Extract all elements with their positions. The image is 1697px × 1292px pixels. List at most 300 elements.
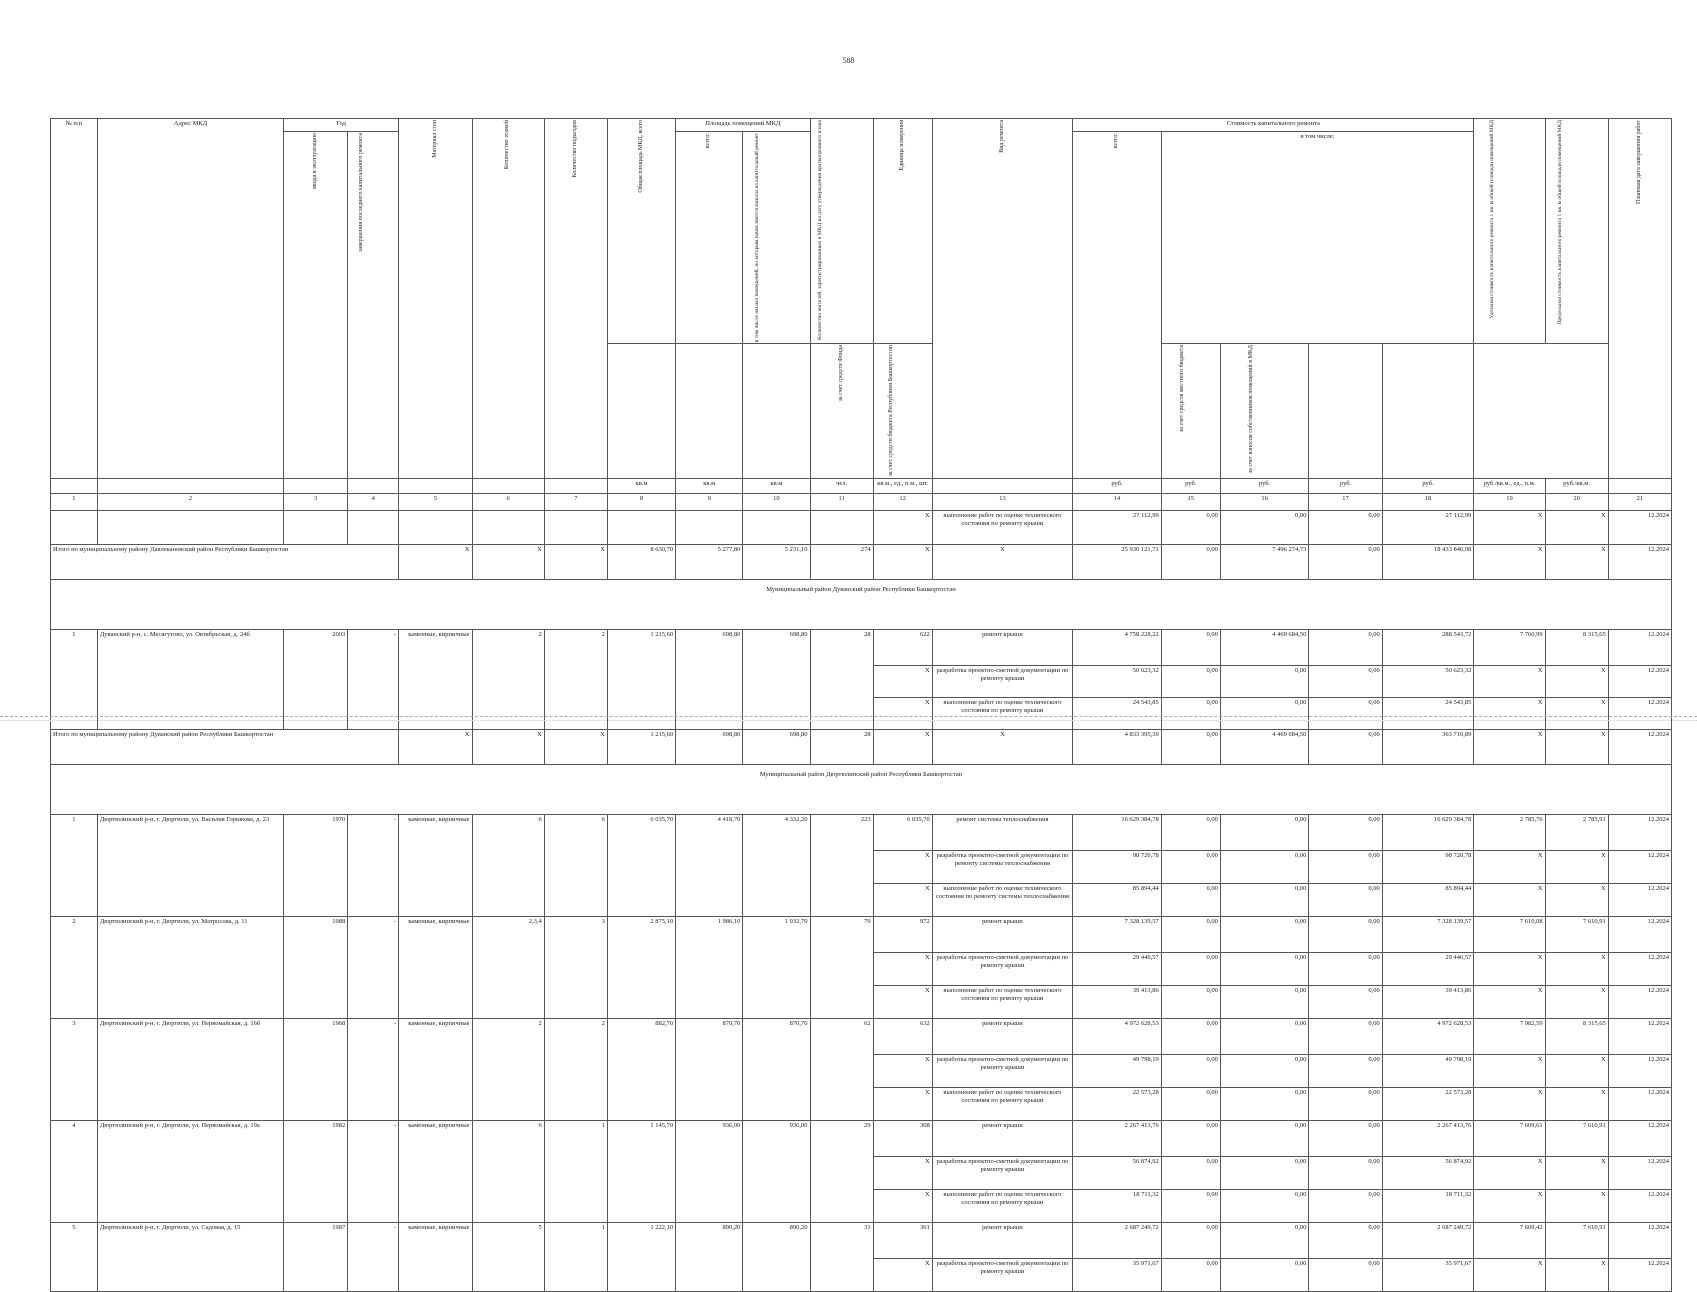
max-cost-cell: Х	[1545, 697, 1608, 729]
work-type-cell: разработка проектно-сметной документации по ремонту системы теплоснабжения	[932, 850, 1073, 883]
year-cell: 1968	[284, 1018, 348, 1120]
table-row	[51, 544, 1672, 579]
local-budget-cell: 0,00	[1309, 510, 1382, 544]
max-cost-cell: Х	[1545, 510, 1608, 544]
unit-cell: Х	[873, 729, 932, 764]
row-number: 5	[51, 1222, 98, 1291]
year-cell: 1988	[284, 916, 348, 1018]
empty-cell	[284, 510, 348, 544]
address-cell: Дюртюлинский р-н, г. Дюртюли, ул. Садовая, д. 15	[97, 1222, 283, 1291]
material-cell: каменные, кирпичные	[399, 629, 472, 729]
total-area-cell: 8 630,70	[607, 544, 675, 579]
unit-cell: Х	[873, 1087, 932, 1120]
local-budget-cell: 0,00	[1309, 1054, 1382, 1087]
header-wall-material: Материал стен	[399, 119, 472, 479]
total-label: Итого по муниципальному району Давлекановский район Республики Башкортостан	[51, 544, 399, 579]
table-row	[51, 1018, 1672, 1054]
cost-total-cell: 35 971,67	[1073, 1258, 1162, 1291]
unit-cell: 6 035,70	[873, 814, 932, 850]
republic-budget-cell: 0,00	[1220, 850, 1309, 883]
column-number: 16	[1220, 493, 1309, 510]
column-number: 5	[399, 493, 472, 510]
max-cost-cell: Х	[1545, 1054, 1608, 1087]
work-type-cell: выполнение работ по оценке технического состояния по ремонту крыши	[932, 1087, 1073, 1120]
address-cell: Дюртюлинский р-н, г. Дюртюли, ул. Первомайская, д. 16б	[97, 1018, 283, 1120]
unit-cell: 972	[873, 916, 932, 952]
unit-cell: Х	[873, 665, 932, 697]
plan-date-cell: 12.2024	[1608, 883, 1671, 916]
owners-cell: 7 328 139,57	[1382, 916, 1474, 952]
local-budget-cell: 0,00	[1309, 883, 1382, 916]
work-type-cell: выполнение работ по оценке технического состояния по ремонту крыши	[932, 510, 1073, 544]
column-number: 17	[1309, 493, 1382, 510]
empty-cell	[743, 510, 810, 544]
empty-cell	[810, 510, 873, 544]
table-row	[51, 629, 1672, 665]
unit-label	[472, 478, 544, 493]
fund-cell: 0,00	[1161, 883, 1220, 916]
owners-cell: 24 543,85	[1382, 697, 1474, 729]
entrances-cell: 1	[544, 1120, 607, 1222]
fund-cell: 0,00	[1161, 1054, 1220, 1087]
work-type-cell: выполнение работ по оценке технического состояния по ремонту крыши	[932, 985, 1073, 1018]
floors-cell: 2,3,4	[472, 916, 544, 1018]
total-label: Итого по муниципальному району Дуванский район Республики Башкортостан	[51, 729, 399, 764]
floors-cell: Х	[472, 544, 544, 579]
area-total-cell: 698,80	[676, 629, 743, 729]
column-number: 19	[1474, 493, 1545, 510]
max-cost-cell: Х	[1545, 1189, 1608, 1222]
local-budget-cell: 0,00	[1309, 814, 1382, 850]
unit-label	[97, 478, 283, 493]
column-number: 1	[51, 493, 98, 510]
header-area-contrib: в том числе жилых помещений, по которым начисляются взносы на капитальный ремонт	[743, 132, 810, 344]
max-cost-cell: Х	[1545, 544, 1608, 579]
local-budget-cell: 0,00	[1309, 850, 1382, 883]
unit-label	[51, 478, 98, 493]
area-total-cell: 1 986,10	[676, 916, 743, 1018]
table-row	[51, 510, 1672, 544]
floors-cell: 6	[472, 814, 544, 916]
empty-cell	[348, 510, 399, 544]
unit-label	[284, 478, 348, 493]
material-cell: каменные, кирпичные	[399, 814, 472, 916]
unit-cost-cell: Х	[1474, 1087, 1545, 1120]
header-entrances: Количество подъездов	[544, 119, 607, 479]
material-cell: Х	[399, 544, 472, 579]
year-cell: 1987	[284, 1222, 348, 1291]
last-repair-cell: -	[348, 1120, 399, 1222]
plan-date-cell: 12.2024	[1608, 510, 1671, 544]
row-number: 1	[51, 629, 98, 729]
residents-cell: 79	[810, 916, 873, 1018]
scan-artifact	[0, 716, 1697, 721]
work-type-cell: разработка проектно-сметной документации по ремонту крыши	[932, 1156, 1073, 1189]
plan-date-cell: 12.2024	[1608, 1156, 1671, 1189]
owners-cell: 56 874,92	[1382, 1156, 1474, 1189]
row-number: 2	[51, 916, 98, 1018]
republic-budget-cell: 0,00	[1220, 916, 1309, 952]
cost-total-cell: 85 894,44	[1073, 883, 1162, 916]
unit-cell: Х	[873, 1054, 932, 1087]
fund-cell: 0,00	[1161, 985, 1220, 1018]
owners-cell: 49 798,19	[1382, 1054, 1474, 1087]
fund-cell: 0,00	[1161, 665, 1220, 697]
republic-budget-cell: 0,00	[1220, 883, 1309, 916]
republic-budget-cell: 0,00	[1220, 1087, 1309, 1120]
header-unit: Единица измерения	[873, 119, 932, 344]
local-budget-cell: 0,00	[1309, 1018, 1382, 1054]
table-row	[51, 764, 1672, 814]
cost-total-cell: 98 720,78	[1073, 850, 1162, 883]
republic-budget-cell: 0,00	[1220, 814, 1309, 850]
cost-total-cell: 22 573,28	[1073, 1087, 1162, 1120]
local-budget-cell: 0,00	[1309, 697, 1382, 729]
unit-label	[932, 478, 1073, 493]
unit-cell: 632	[873, 1018, 932, 1054]
max-cost-cell: Х	[1545, 952, 1608, 985]
year-cell: 1982	[284, 1120, 348, 1222]
unit-cell: Х	[873, 1189, 932, 1222]
owners-cell: 35 971,67	[1382, 1258, 1474, 1291]
republic-budget-cell: 0,00	[1220, 1054, 1309, 1087]
header-incl-group: в том числе:	[1161, 132, 1474, 344]
plan-date-cell: 12.2024	[1608, 985, 1671, 1018]
area-total-cell: 936,00	[676, 1120, 743, 1222]
header-residents: Количество жителей, зарегистрированных в МКД на дату утверждения краткосрочного плана	[810, 119, 873, 344]
page-number: 588	[842, 56, 855, 65]
area-total-cell: 890,20	[676, 1222, 743, 1291]
cost-total-cell: 39 413,86	[1073, 985, 1162, 1018]
total-area-cell: 1 145,70	[607, 1120, 675, 1222]
owners-cell: 22 573,28	[1382, 1087, 1474, 1120]
cost-total-cell: 4 972 628,53	[1073, 1018, 1162, 1054]
unit-cost-cell: Х	[1474, 1258, 1545, 1291]
area-total-cell: 698,80	[676, 729, 743, 764]
fund-cell: 0,00	[1161, 814, 1220, 850]
local-budget-cell: 0,00	[1309, 985, 1382, 1018]
entrances-cell: Х	[544, 544, 607, 579]
work-type-cell: разработка проектно-сметной документации по ремонту крыши	[932, 1258, 1073, 1291]
owners-cell: 85 894,44	[1382, 883, 1474, 916]
empty-cell	[97, 510, 283, 544]
unit-cell: Х	[873, 1156, 932, 1189]
last-repair-cell: -	[348, 814, 399, 916]
cost-total-cell: 25 930 121,71	[1073, 544, 1162, 579]
owners-cell: 2 267 413,76	[1382, 1120, 1474, 1156]
year-cell: 2003	[284, 629, 348, 729]
cost-total-cell: 7 328 139,57	[1073, 916, 1162, 952]
header-max-cost: Предельная стоимость капитального ремонта 1 кв. м общей площади помещений МКД	[1545, 119, 1608, 344]
work-type-cell: ремонт крыши	[932, 629, 1073, 665]
area-contrib-cell: 698,80	[743, 729, 810, 764]
column-number: 14	[1073, 493, 1162, 510]
total-area-cell: 882,70	[607, 1018, 675, 1120]
unit-cell: Х	[873, 952, 932, 985]
header-floors: Количество этажей	[472, 119, 544, 479]
plan-date-cell: 12.2024	[1608, 629, 1671, 665]
entrances-cell: 3	[544, 916, 607, 1018]
area-contrib-cell: 890,20	[743, 1222, 810, 1291]
owners-cell: 2 687 249,72	[1382, 1222, 1474, 1258]
unit-cost-cell: Х	[1474, 1054, 1545, 1087]
year-cell: 1970	[284, 814, 348, 916]
unit-cost-cell: Х	[1474, 510, 1545, 544]
floors-cell: 2	[472, 629, 544, 729]
column-number: 7	[544, 493, 607, 510]
residents-cell: 28	[810, 629, 873, 729]
area-total-cell: 5 277,80	[676, 544, 743, 579]
work-type-cell: ремонт крыши	[932, 916, 1073, 952]
republic-budget-cell: 0,00	[1220, 985, 1309, 1018]
fund-cell: 0,00	[1161, 1120, 1220, 1156]
header-no: № п/п	[51, 119, 98, 479]
max-cost-cell: Х	[1545, 985, 1608, 1018]
local-budget-cell: 0,00	[1309, 629, 1382, 665]
local-budget-cell: 0,00	[1309, 1189, 1382, 1222]
fund-cell: 0,00	[1161, 850, 1220, 883]
work-type-cell: выполнение работ по оценке технического состояния по ремонту крыши	[932, 697, 1073, 729]
owners-cell: 39 413,86	[1382, 985, 1474, 1018]
total-area-cell: 1 215,60	[607, 629, 675, 729]
header-cost-total: всего:	[1073, 132, 1162, 479]
area-total-cell: 4 418,70	[676, 814, 743, 916]
entrances-cell: 2	[544, 629, 607, 729]
table-row	[51, 493, 1672, 510]
plan-date-cell: 12.2024	[1608, 1120, 1671, 1156]
unit-label: кв.м	[607, 478, 675, 493]
local-budget-cell: 0,00	[1309, 1258, 1382, 1291]
unit-cost-cell: Х	[1474, 850, 1545, 883]
unit-cost-cell: 2 785,76	[1474, 814, 1545, 850]
table-row	[51, 1222, 1672, 1258]
unit-cell: Х	[873, 697, 932, 729]
plan-date-cell: 12.2024	[1608, 814, 1671, 850]
plan-date-cell: 12.2024	[1608, 544, 1671, 579]
last-repair-cell: -	[348, 916, 399, 1018]
fund-cell: 0,00	[1161, 697, 1220, 729]
unit-cell: 622	[873, 629, 932, 665]
unit-cost-cell: Х	[1474, 883, 1545, 916]
municipality-heading: Муниципальный район Дуванский район Республики Башкортостан	[51, 579, 1672, 629]
fund-cell: 0,00	[1161, 729, 1220, 764]
work-type-cell: разработка проектно-сметной документации по ремонту крыши	[932, 952, 1073, 985]
table-row	[51, 916, 1672, 952]
residents-cell: 31	[810, 1222, 873, 1291]
republic-budget-cell: 0,00	[1220, 697, 1309, 729]
unit-label: руб.	[1309, 478, 1382, 493]
work-type-cell: ремонт крыши	[932, 1120, 1073, 1156]
area-contrib-cell: 698,80	[743, 629, 810, 729]
unit-cost-cell: 7 609,61	[1474, 1120, 1545, 1156]
header-year-commissioning: ввода в эксплуатацию	[284, 132, 348, 479]
header-year-last-repair: завершения последнего капитального ремонта	[348, 132, 399, 479]
plan-date-cell: 12.2024	[1608, 1087, 1671, 1120]
residents-cell: 29	[810, 1120, 873, 1222]
floors-cell: Х	[472, 729, 544, 764]
unit-cost-cell: Х	[1474, 985, 1545, 1018]
floors-cell: 5	[472, 1222, 544, 1291]
republic-budget-cell: 0,00	[1220, 1120, 1309, 1156]
cost-total-cell: 16 629 384,78	[1073, 814, 1162, 850]
owners-cell: 363 710,89	[1382, 729, 1474, 764]
header-local-budget: за счет средств местного бюджета	[1161, 344, 1220, 478]
cost-total-cell: 2 687 249,72	[1073, 1222, 1162, 1258]
max-cost-cell: 7 610,91	[1545, 1222, 1608, 1258]
unit-cost-cell: Х	[1474, 1156, 1545, 1189]
unit-cost-cell: Х	[1474, 1189, 1545, 1222]
plan-date-cell: 12.2024	[1608, 1018, 1671, 1054]
unit-label: кв.м	[676, 478, 743, 493]
unit-cell: Х	[873, 1258, 932, 1291]
max-cost-cell: Х	[1545, 850, 1608, 883]
work-type-cell: ремонт крыши	[932, 1018, 1073, 1054]
unit-cost-cell: Х	[1474, 697, 1545, 729]
unit-label: кв.м	[743, 478, 810, 493]
max-cost-cell: Х	[1545, 729, 1608, 764]
column-number: 15	[1161, 493, 1220, 510]
address-cell: Дюртюлинский р-н, г. Дюртюли, ул. Василия Горшкова, д. 23	[97, 814, 283, 916]
local-budget-cell: 0,00	[1309, 1222, 1382, 1258]
unit-label	[399, 478, 472, 493]
cost-total-cell: 29 446,57	[1073, 952, 1162, 985]
republic-budget-cell: 0,00	[1220, 952, 1309, 985]
max-cost-cell: 8 315,65	[1545, 629, 1608, 665]
header-plan-date: Плановая дата завершения работ	[1608, 119, 1671, 479]
unit-cost-cell: Х	[1474, 544, 1545, 579]
row-number: 1	[51, 814, 98, 916]
header-owners: за счет взносов собственников помещений в МКД	[1220, 344, 1309, 478]
unit-label: чел.	[810, 478, 873, 493]
cost-total-cell: 18 711,32	[1073, 1189, 1162, 1222]
empty-cell	[544, 510, 607, 544]
work-type-cell: выполнение работ по оценке технического состояния по ремонту системы теплоснабжения	[932, 883, 1073, 916]
capital-repair-table	[50, 118, 1672, 1292]
plan-date-cell: 12.2024	[1608, 697, 1671, 729]
work-type-cell: Х	[932, 544, 1073, 579]
material-cell: каменные, кирпичные	[399, 916, 472, 1018]
address-cell: Дюртюлинский р-н, г. Дюртюли, ул. Первомайская, д. 19а	[97, 1120, 283, 1222]
unit-cost-cell: Х	[1474, 665, 1545, 697]
area-contrib-cell: 936,00	[743, 1120, 810, 1222]
empty-cell	[676, 510, 743, 544]
fund-cell: 0,00	[1161, 1258, 1220, 1291]
work-type-cell: разработка проектно-сметной документации по ремонту крыши	[932, 1054, 1073, 1087]
column-number: 11	[810, 493, 873, 510]
plan-date-cell: 12.2024	[1608, 850, 1671, 883]
republic-budget-cell: 4 469 684,50	[1220, 629, 1309, 665]
residents-cell: 274	[810, 544, 873, 579]
work-type-cell: Х	[932, 729, 1073, 764]
empty-cell	[607, 510, 675, 544]
address-cell: Дюртюлинский р-н, г. Дюртюли, ул. Матросова, д. 11	[97, 916, 283, 1018]
entrances-cell: 2	[544, 1018, 607, 1120]
unit-cell: Х	[873, 883, 932, 916]
local-budget-cell: 0,00	[1309, 1120, 1382, 1156]
cost-total-cell: 4 833 395,39	[1073, 729, 1162, 764]
plan-date-cell: 12.2024	[1608, 1054, 1671, 1087]
column-number: 9	[676, 493, 743, 510]
column-number: 8	[607, 493, 675, 510]
material-cell: каменные, кирпичные	[399, 1222, 472, 1291]
owners-cell: 98 720,78	[1382, 850, 1474, 883]
municipality-heading: Муниципальный район Дюртюлинский район Республики Башкортостан	[51, 764, 1672, 814]
table-row	[51, 729, 1672, 764]
work-type-cell: выполнение работ по оценке технического состояния по ремонту крыши	[932, 1189, 1073, 1222]
table-row	[51, 814, 1672, 850]
floors-cell: 2	[472, 1018, 544, 1120]
total-area-cell: 6 035,70	[607, 814, 675, 916]
table-header	[51, 119, 1672, 479]
fund-cell: 0,00	[1161, 952, 1220, 985]
area-total-cell: 870,70	[676, 1018, 743, 1120]
unit-label	[1608, 478, 1671, 493]
unit-cost-cell: Х	[1474, 729, 1545, 764]
cost-total-cell: 49 798,19	[1073, 1054, 1162, 1087]
header-address: Адрес МКД	[97, 119, 283, 479]
entrances-cell: 1	[544, 1222, 607, 1291]
local-budget-cell: 0,00	[1309, 665, 1382, 697]
area-contrib-cell: 5 231,10	[743, 544, 810, 579]
max-cost-cell: 7 610,91	[1545, 1120, 1608, 1156]
unit-cost-cell: 7 766,99	[1474, 629, 1545, 665]
republic-budget-cell: 0,00	[1220, 665, 1309, 697]
residents-cell: 62	[810, 1018, 873, 1120]
table-body	[51, 478, 1672, 1291]
republic-budget-cell: 0,00	[1220, 1189, 1309, 1222]
owners-cell: 50 623,32	[1382, 665, 1474, 697]
local-budget-cell: 0,00	[1309, 544, 1382, 579]
cost-total-cell: 56 874,92	[1073, 1156, 1162, 1189]
fund-cell: 0,00	[1161, 510, 1220, 544]
unit-label: руб.	[1220, 478, 1309, 493]
cost-total-cell: 50 623,32	[1073, 665, 1162, 697]
column-number: 20	[1545, 493, 1608, 510]
column-number: 13	[932, 493, 1073, 510]
unit-cell: Х	[873, 544, 932, 579]
max-cost-cell: 7 610,91	[1545, 916, 1608, 952]
total-area-cell: 1 215,60	[607, 729, 675, 764]
unit-label	[348, 478, 399, 493]
material-cell: Х	[399, 729, 472, 764]
plan-date-cell: 12.2024	[1608, 729, 1671, 764]
unit-label: руб.	[1382, 478, 1474, 493]
owners-cell: 27 112,99	[1382, 510, 1474, 544]
fund-cell: 0,00	[1161, 916, 1220, 952]
column-number: 10	[743, 493, 810, 510]
table-row	[51, 478, 1672, 493]
unit-cost-cell: 7 982,59	[1474, 1018, 1545, 1054]
work-type-cell: ремонт системы теплоснабжения	[932, 814, 1073, 850]
republic-budget-cell: 0,00	[1220, 1156, 1309, 1189]
fund-cell: 0,00	[1161, 544, 1220, 579]
column-number: 6	[472, 493, 544, 510]
unit-cell: Х	[873, 985, 932, 1018]
local-budget-cell: 0,00	[1309, 729, 1382, 764]
last-repair-cell: -	[348, 629, 399, 729]
header-area-total: всего:	[676, 132, 743, 344]
plan-date-cell: 12.2024	[1608, 952, 1671, 985]
cost-total-cell: 2 267 413,76	[1073, 1120, 1162, 1156]
header-fund: за счет средств Фонда	[810, 344, 873, 478]
owners-cell: 18 433 846,98	[1382, 544, 1474, 579]
unit-label: руб./кв.м.	[1545, 478, 1608, 493]
area-contrib-cell: 4 332,20	[743, 814, 810, 916]
work-type-cell: разработка проектно-сметной документации по ремонту крыши	[932, 665, 1073, 697]
column-number: 4	[348, 493, 399, 510]
max-cost-cell: Х	[1545, 883, 1608, 916]
last-repair-cell: -	[348, 1018, 399, 1120]
